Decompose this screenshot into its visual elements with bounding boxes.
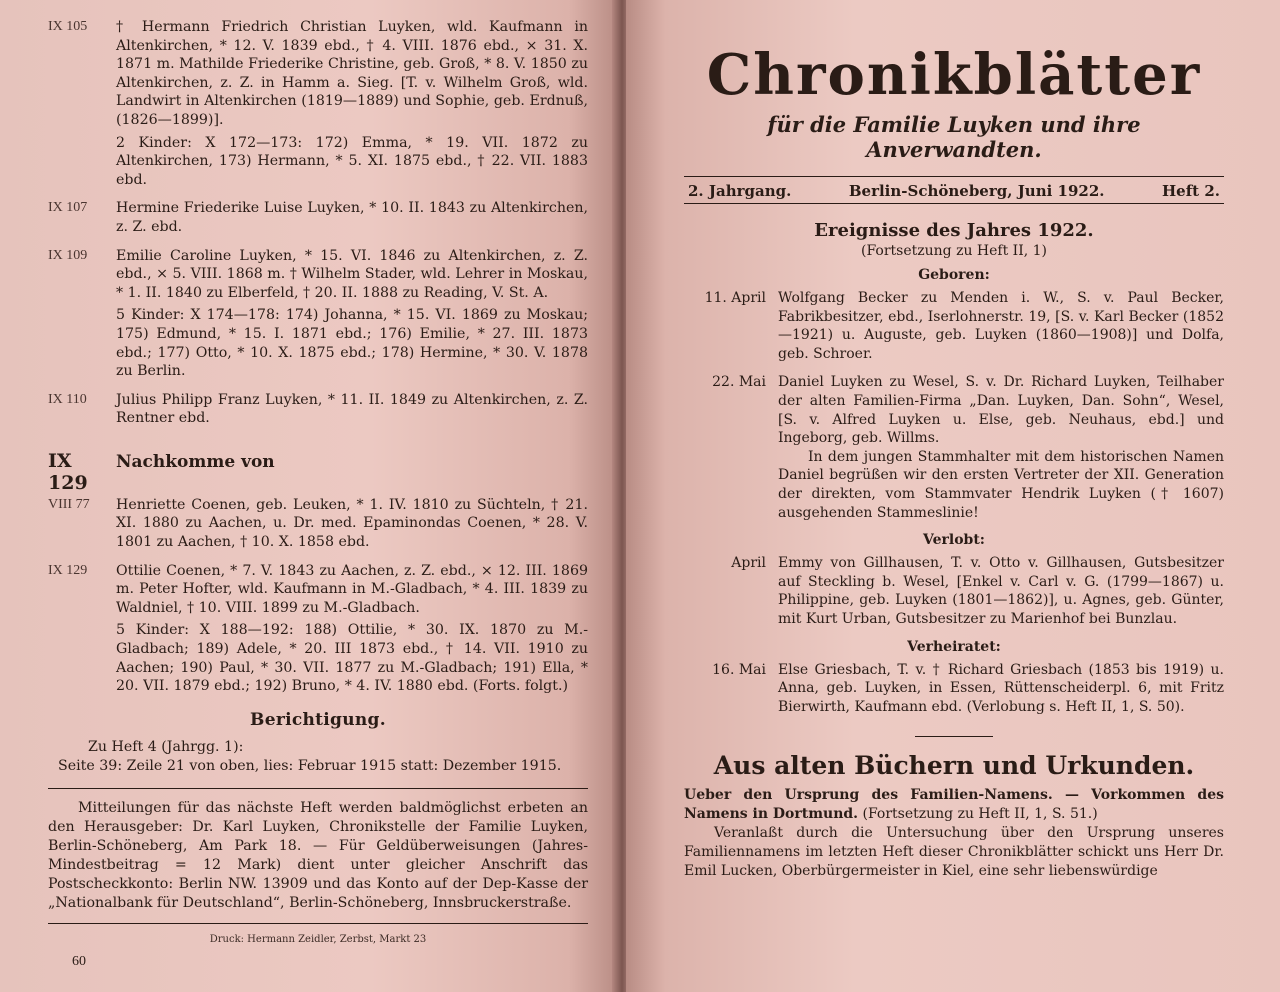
entry-number: IX 107 xyxy=(48,200,88,216)
notice-text: Mitteilungen für das nächste Heft werden baldmöglichst erbeten an den Herausgeber: Dr. Karl Luyken, Chronikstelle der Familie Luyken, Berlin-Schöneberg, Am Park 18. — Für Geldüberweisungen (Jahres-Mindestbeitrag = 12 Mark) dient unter gleicher Anschrift das Postscheckkonto: Berlin NW. 13909 und das Konto auf der Dep-Kasse der „Nationalbank für Deutschland“, Berlin-Schöneberg, Innsbruckerstraße. xyxy=(48,799,588,911)
married-heading: Verheiratet: xyxy=(907,638,1001,655)
entry-paragraph: Hermine Friederike Luise Luyken, * 10. II. 1843 zu Altenkirchen, z. Z. ebd. xyxy=(116,200,588,235)
events-subtitle: (Fortsetzung zu Heft II, 1) xyxy=(861,243,1047,259)
volume-label: 2. Jahrgang. xyxy=(688,182,792,200)
married-list xyxy=(684,661,1224,717)
entry-text xyxy=(116,496,588,556)
entry-text xyxy=(116,18,588,193)
section-number: IX 129 xyxy=(48,449,88,494)
event-entry xyxy=(684,289,1224,363)
correction-line-1: Zu Heft 4 (Jahrgg. 1): xyxy=(88,738,244,755)
event-date: 11. April xyxy=(704,290,766,306)
genealogy-entry xyxy=(48,18,588,193)
printer-imprint: Druck: Hermann Zeidler, Zerbst, Markt 23 xyxy=(209,933,427,945)
entry-paragraph: 5 Kinder: X 174—178: 174) Johanna, * 15. VI. 1869 zu Moskau; 175) Edmund, * 15. I. 1871 ebd.; 176) Emilie, * 27. III. 1873 ebd.; 177) Otto, * 10. X. 1875 ebd.; 178) Hermine, * 30. V. 1878 zu Berlin. xyxy=(116,307,588,380)
entry-text xyxy=(116,562,588,700)
entry-paragraph: Ottilie Coenen, * 7. V. 1843 zu Aachen, z. Z. ebd., ⨯ 12. III. 1869 m. Peter Hofter, wld. Kaufmann in M.-Gladbach, * 4. III. 1839 zu Waldniel, † 10. VIII. 1899 zu M.-Gladbach. xyxy=(116,562,588,616)
entry-paragraph: 5 Kinder: X 188—192: 188) Ottilie, * 30. IX. 1870 zu M.-Gladbach; 189) Adele, * 20. III 1873 ebd., † 14. VII. 1910 zu Aachen; 190) Paul, * 30. VII. 1877 zu M.-Gladbach; 191) Ella, * 20. VII. 1879 ebd.; 192) Bruno, * 4. IV. 1880 ebd. (Forts. folgt.) xyxy=(116,622,588,695)
event-entry xyxy=(684,661,1224,717)
event-text xyxy=(778,554,1224,628)
event-date: April xyxy=(731,555,766,572)
entries-bottom xyxy=(48,496,588,700)
place-date-label: Berlin-Schöneberg, Juni 1922. xyxy=(848,182,1105,200)
section-heading xyxy=(48,450,588,494)
entry-text xyxy=(116,391,588,432)
books-text: Veranlaßt durch die Untersuchung über den Ursprung unseres Familiennamens im letzten Heft dieser Chronikblätter schickt uns Herr Dr. Emil Lucken, Oberbürgermeister in Kiel, eine sehr liebenswürdige xyxy=(684,825,1224,880)
entry-paragraph: Emilie Caroline Luyken, * 15. VI. 1846 zu Altenkirchen, z. Z. ebd., ⨯ 5. VIII. 1868 m. † Wilhelm Stader, wld. Lehrer in Moskau, * 1. II. 1840 zu Elberfeld, † 20. II. 1888 zu Reading, V. St. A. xyxy=(116,247,588,301)
masthead-subtitle: für die Familie Luyken und ihre Anverwandten. xyxy=(767,112,1141,162)
entry-number: IX 110 xyxy=(48,391,87,407)
genealogy-entry xyxy=(48,562,588,700)
divider-line xyxy=(48,923,588,924)
right-page xyxy=(626,0,1280,992)
genealogy-entry xyxy=(48,247,588,385)
entry-paragraph: 2 Kinder: X 172—173: 172) Emma, * 19. VII. 1872 zu Altenkirchen, 173) Hermann, * 5. XI. 1875 ebd., † 22. VII. 1883 ebd. xyxy=(116,134,588,188)
event-paragraph: Else Griesbach, T. v. † Richard Griesbach (1853 bis 1919) u. Anna, geb. Luyken, in Essen, Rüttenscheiderpl. 6, mit Fritz Bierwirth, Kaufmann ebd. (Verlobung s. Heft II, 1, S. 50). xyxy=(778,661,1224,715)
books-title: Aus alten Büchern und Urkunden. xyxy=(713,751,1195,781)
genealogy-entry xyxy=(48,391,588,432)
event-paragraph: Emmy von Gillhausen, T. v. Otto v. Gillhausen, Gutsbesitzer auf Steckling b. Wesel, [Enkel v. Carl v. G. (1799—1867) u. Philippine, geb. Luyken (1801—1862)], u. Agnes, geb. Günter, mit Kurt Urban, Gutsbesitzer zu Marienhof bei Bunzlau. xyxy=(778,555,1224,627)
born-heading: Geboren: xyxy=(918,267,990,283)
entry-number: VIII 77 xyxy=(48,496,90,512)
event-date: 16. Mai xyxy=(712,661,766,678)
correction-title: Berichtigung. xyxy=(250,709,386,730)
issue-label: Heft 2. xyxy=(1162,182,1220,200)
short-divider xyxy=(915,736,993,737)
entry-number: IX 129 xyxy=(48,562,88,578)
event-paragraph: Daniel Luyken zu Wesel, S. v. Dr. Richard Luyken, Teilhaber der alten Familien-Firma „Dan. Luyken, Dan. Sohn“, Wesel, [S. v. Alfred Luyken u. Else, geb. Neuhaus, ebd.] und Ingeborg, geb. Willms. xyxy=(778,374,1224,447)
section-title: Nachkomme von xyxy=(116,451,275,472)
event-text xyxy=(778,373,1224,522)
books-lead-bold: Ueber den Ursprung des Familien-Namens. — Vorkommen des Namens in Dortmund. xyxy=(684,787,1224,823)
event-paragraph: Wolfgang Becker zu Menden i. W., S. v. Paul Becker, Fabrikbesitzer, ebd., Iserlohnerstr. 19, [S. v. Karl Becker (1852—1921) u. Auguste, geb. Luyken (1860—1908)] und Dolfa, geb. Schroer. xyxy=(778,290,1224,362)
left-page xyxy=(0,0,618,992)
event-paragraph: In dem jungen Stammhalter mit dem historischen Namen Daniel begrüßen wir den ersten Vertreter der XII. Generation der direkten, vom Stammvater Hendrik Luyken († 1607) ausgehenden Stammeslinie! xyxy=(778,448,1224,521)
event-entry xyxy=(684,554,1224,628)
issue-info-bar xyxy=(684,176,1224,204)
entry-text xyxy=(116,199,588,240)
books-lead xyxy=(684,786,1224,824)
correction-line-2: Seite 39: Zeile 21 von oben, lies: Februar 1915 statt: Dezember 1915. xyxy=(58,757,562,774)
event-text xyxy=(778,661,1224,717)
genealogy-entry xyxy=(48,199,588,240)
event-date: 22. Mai xyxy=(712,374,766,391)
divider-line xyxy=(48,788,588,789)
entry-number: IX 109 xyxy=(48,247,88,263)
entry-paragraph: † Hermann Friedrich Christian Luyken, wld. Kaufmann in Altenkirchen, * 12. V. 1839 ebd., † 4. VIII. 1876 ebd., ⨯ 31. X. 1871 m. Mathilde Friederike Christine, geb. Groß, * 8. V. 1850 zu Altenkirchen, z. Z. in Hamm a. Sieg. [T. v. Wilhelm Groß, wld. Landwirt in Altenkirchen (1819—1889) und Sophie, geb. Erdnuß, (1826—1899)]. xyxy=(116,19,588,128)
engaged-heading: Verlobt: xyxy=(923,532,985,549)
entry-paragraph: Julius Philipp Franz Luyken, * 11. II. 1849 zu Altenkirchen, z. Z. Rentner ebd. xyxy=(116,391,588,427)
entry-number: IX 105 xyxy=(48,19,88,34)
entries-top xyxy=(48,18,588,432)
born-list xyxy=(684,289,1224,522)
entry-text xyxy=(116,247,588,385)
page-number: 60 xyxy=(72,954,86,969)
entry-paragraph: Henriette Coenen, geb. Leuken, * 1. IV. 1810 zu Süchteln, † 21. XI. 1880 zu Aachen, u. Dr. med. Epaminondas Coenen, * 28. V. 1801 zu Aachen, † 10. X. 1858 ebd. xyxy=(116,496,588,551)
events-title: Ereignisse des Jahres 1922. xyxy=(814,220,1094,241)
engaged-list xyxy=(684,554,1224,628)
genealogy-entry xyxy=(48,496,588,556)
masthead-title: Chronikblätter xyxy=(706,42,1202,108)
event-entry xyxy=(684,373,1224,522)
books-lead-tail: (Fortsetzung zu Heft II, 1, S. 51.) xyxy=(858,806,1098,823)
event-text xyxy=(778,289,1224,363)
